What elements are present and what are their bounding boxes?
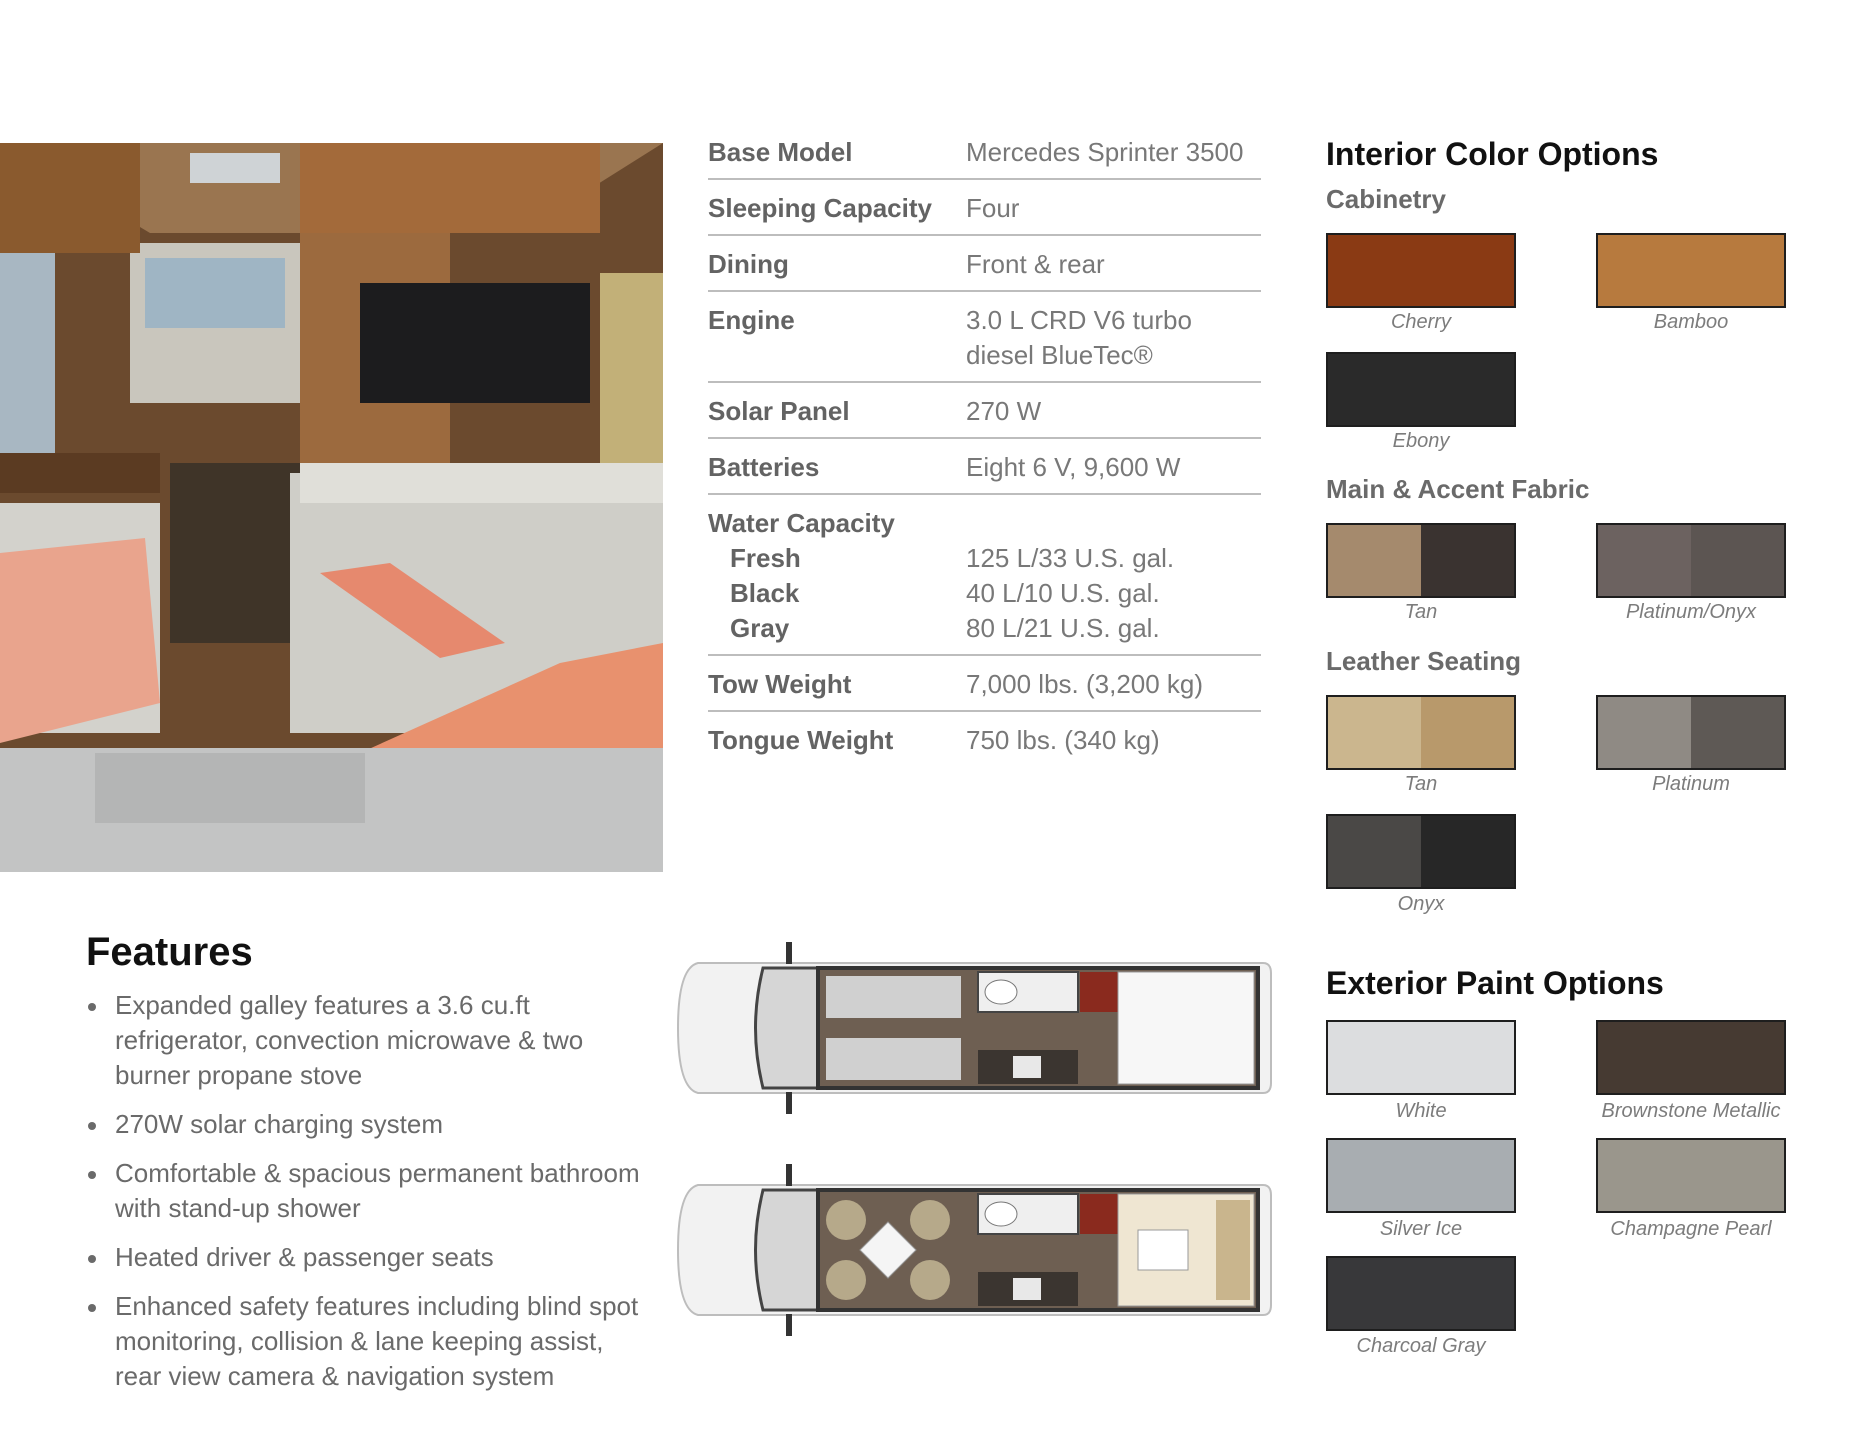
spec-value: Eight 6 V, 9,600 W <box>966 452 1181 482</box>
swatch-color <box>1421 1140 1514 1211</box>
swatch-silver-ice[interactable] <box>1326 1138 1516 1213</box>
swatch-label: Bamboo <box>1653 311 1729 333</box>
swatch-color <box>1328 1022 1421 1093</box>
swatch-color <box>1421 816 1514 887</box>
interior-photo <box>0 143 663 872</box>
swatch-color <box>1328 354 1422 425</box>
swatch-tan-fabric[interactable] <box>1326 523 1516 598</box>
feature-item <box>86 1107 656 1142</box>
swatch-color <box>1328 525 1422 596</box>
spec-row <box>708 189 1261 236</box>
spec-row <box>708 392 1261 439</box>
swatch-color <box>1421 1258 1514 1329</box>
spec-value: 750 lbs. (340 kg) <box>966 725 1160 755</box>
feature-text: Comfortable & spacious permanent bathroom with stand-up shower <box>115 1158 640 1223</box>
swatch-color <box>1598 1022 1691 1093</box>
spec-label: Sleeping Capacity <box>708 193 932 223</box>
water-sub-row <box>708 541 1261 576</box>
swatch-color <box>1691 1022 1784 1093</box>
swatch-label: Platinum/Onyx <box>1625 601 1757 623</box>
swatch-color <box>1691 235 1784 306</box>
spec-value: 3.0 L CRD V6 turbo diesel BlueTec® <box>966 305 1192 370</box>
feature-text: 270W solar charging system <box>115 1109 444 1139</box>
spec-value: Front & rear <box>966 249 1105 279</box>
swatch-color <box>1421 525 1514 596</box>
spec-label: Solar Panel <box>708 396 850 426</box>
swatch-bamboo[interactable] <box>1596 233 1786 308</box>
feature-item <box>86 1156 656 1226</box>
swatch-label: Tan <box>1404 773 1438 795</box>
bullet-icon <box>88 1122 96 1130</box>
feature-item <box>86 1289 656 1394</box>
leather-title: Leather Seating <box>1326 646 1522 676</box>
spec-label: Batteries <box>708 452 820 482</box>
swatch-color <box>1598 235 1692 306</box>
swatch-color <box>1328 1258 1421 1329</box>
spec-label: Water Capacity <box>708 508 895 538</box>
spec-value: 7,000 lbs. (3,200 kg) <box>966 669 1204 699</box>
swatch-color <box>1691 1140 1784 1211</box>
water-sub-row <box>708 576 1261 611</box>
swatch-color <box>1328 816 1422 887</box>
spec-value: 40 L/10 U.S. gal. <box>966 578 1160 608</box>
swatch-color <box>1328 235 1422 306</box>
swatch-color <box>1421 235 1514 306</box>
interior-color-title: Interior Color Options <box>1326 136 1659 172</box>
spec-value: Mercedes Sprinter 3500 <box>966 137 1244 167</box>
swatch-platinum-onyx-fabric[interactable] <box>1596 523 1786 598</box>
swatch-label: Tan <box>1404 601 1438 623</box>
spec-label: Engine <box>708 305 795 335</box>
swatch-label: Cherry <box>1390 311 1451 333</box>
floorplan-sleeping <box>668 928 1278 1128</box>
bullet-icon <box>88 1003 96 1011</box>
features-title: Features <box>86 930 253 974</box>
spec-label: Fresh <box>730 543 801 573</box>
swatch-color <box>1421 697 1514 768</box>
swatch-color <box>1421 1022 1514 1093</box>
spec-row <box>708 448 1261 495</box>
swatch-color <box>1328 697 1422 768</box>
swatch-label: Brownstone Metallic <box>1601 1100 1781 1122</box>
swatch-color <box>1598 1140 1691 1211</box>
swatch-color <box>1691 525 1784 596</box>
swatch-color <box>1598 697 1692 768</box>
feature-text: Enhanced safety features including blind spot monitoring, collision & lane keeping assist, rear view camera & navigation system <box>115 1291 639 1391</box>
swatch-champagne-pearl[interactable] <box>1596 1138 1786 1213</box>
floorplan-dining <box>668 1150 1278 1350</box>
swatch-color <box>1328 1140 1421 1211</box>
swatch-label: Silver Ice <box>1379 1218 1463 1240</box>
exterior-paint-title: Exterior Paint Options <box>1326 965 1664 1001</box>
specs-table <box>708 133 1261 775</box>
spec-label: Black <box>730 578 800 608</box>
swatch-color <box>1691 697 1784 768</box>
spec-label: Tongue Weight <box>708 725 894 755</box>
spec-row <box>708 133 1261 180</box>
swatch-color <box>1598 525 1692 596</box>
swatch-brownstone-metallic[interactable] <box>1596 1020 1786 1095</box>
swatch-color <box>1421 354 1514 425</box>
swatch-charcoal-gray[interactable] <box>1326 1256 1516 1331</box>
swatch-label: Ebony <box>1392 430 1450 452</box>
swatch-cherry[interactable] <box>1326 233 1516 308</box>
spec-label: Base Model <box>708 137 853 167</box>
features-list <box>86 988 656 1408</box>
spec-row <box>708 301 1261 383</box>
swatch-label: Charcoal Gray <box>1356 1335 1486 1357</box>
spec-label: Dining <box>708 249 789 279</box>
spec-row <box>708 721 1261 766</box>
cabinetry-title: Cabinetry <box>1326 184 1446 214</box>
feature-item <box>86 988 656 1093</box>
spec-value: Four <box>966 193 1020 223</box>
feature-text: Heated driver & passenger seats <box>115 1242 494 1272</box>
water-sub-row <box>708 611 1261 646</box>
feature-item <box>86 1240 656 1275</box>
swatch-label: Champagne Pearl <box>1610 1218 1772 1240</box>
spec-value: 125 L/33 U.S. gal. <box>966 543 1175 573</box>
bullet-icon <box>88 1255 96 1263</box>
bullet-icon <box>88 1171 96 1179</box>
swatch-white[interactable] <box>1326 1020 1516 1095</box>
spec-label: Tow Weight <box>708 669 852 699</box>
swatch-platinum-leather[interactable] <box>1596 695 1786 770</box>
spec-value: 270 W <box>966 396 1042 426</box>
spec-row <box>708 665 1261 712</box>
swatch-label: Platinum <box>1652 773 1730 795</box>
spec-row <box>708 245 1261 292</box>
water-capacity-row <box>708 504 1261 656</box>
swatch-label: Onyx <box>1397 893 1445 915</box>
bullet-icon <box>88 1304 96 1312</box>
swatch-ebony[interactable] <box>1326 352 1516 427</box>
spec-label: Gray <box>730 613 790 643</box>
fabric-title: Main & Accent Fabric <box>1326 474 1590 504</box>
feature-text: Expanded galley features a 3.6 cu.ft refrigerator, convection microwave & two burner propane stove <box>115 990 584 1090</box>
swatch-tan-leather[interactable] <box>1326 695 1516 770</box>
spec-value: 80 L/21 U.S. gal. <box>966 613 1160 643</box>
swatch-label: White <box>1395 1100 1447 1122</box>
swatch-onyx-leather[interactable] <box>1326 814 1516 889</box>
